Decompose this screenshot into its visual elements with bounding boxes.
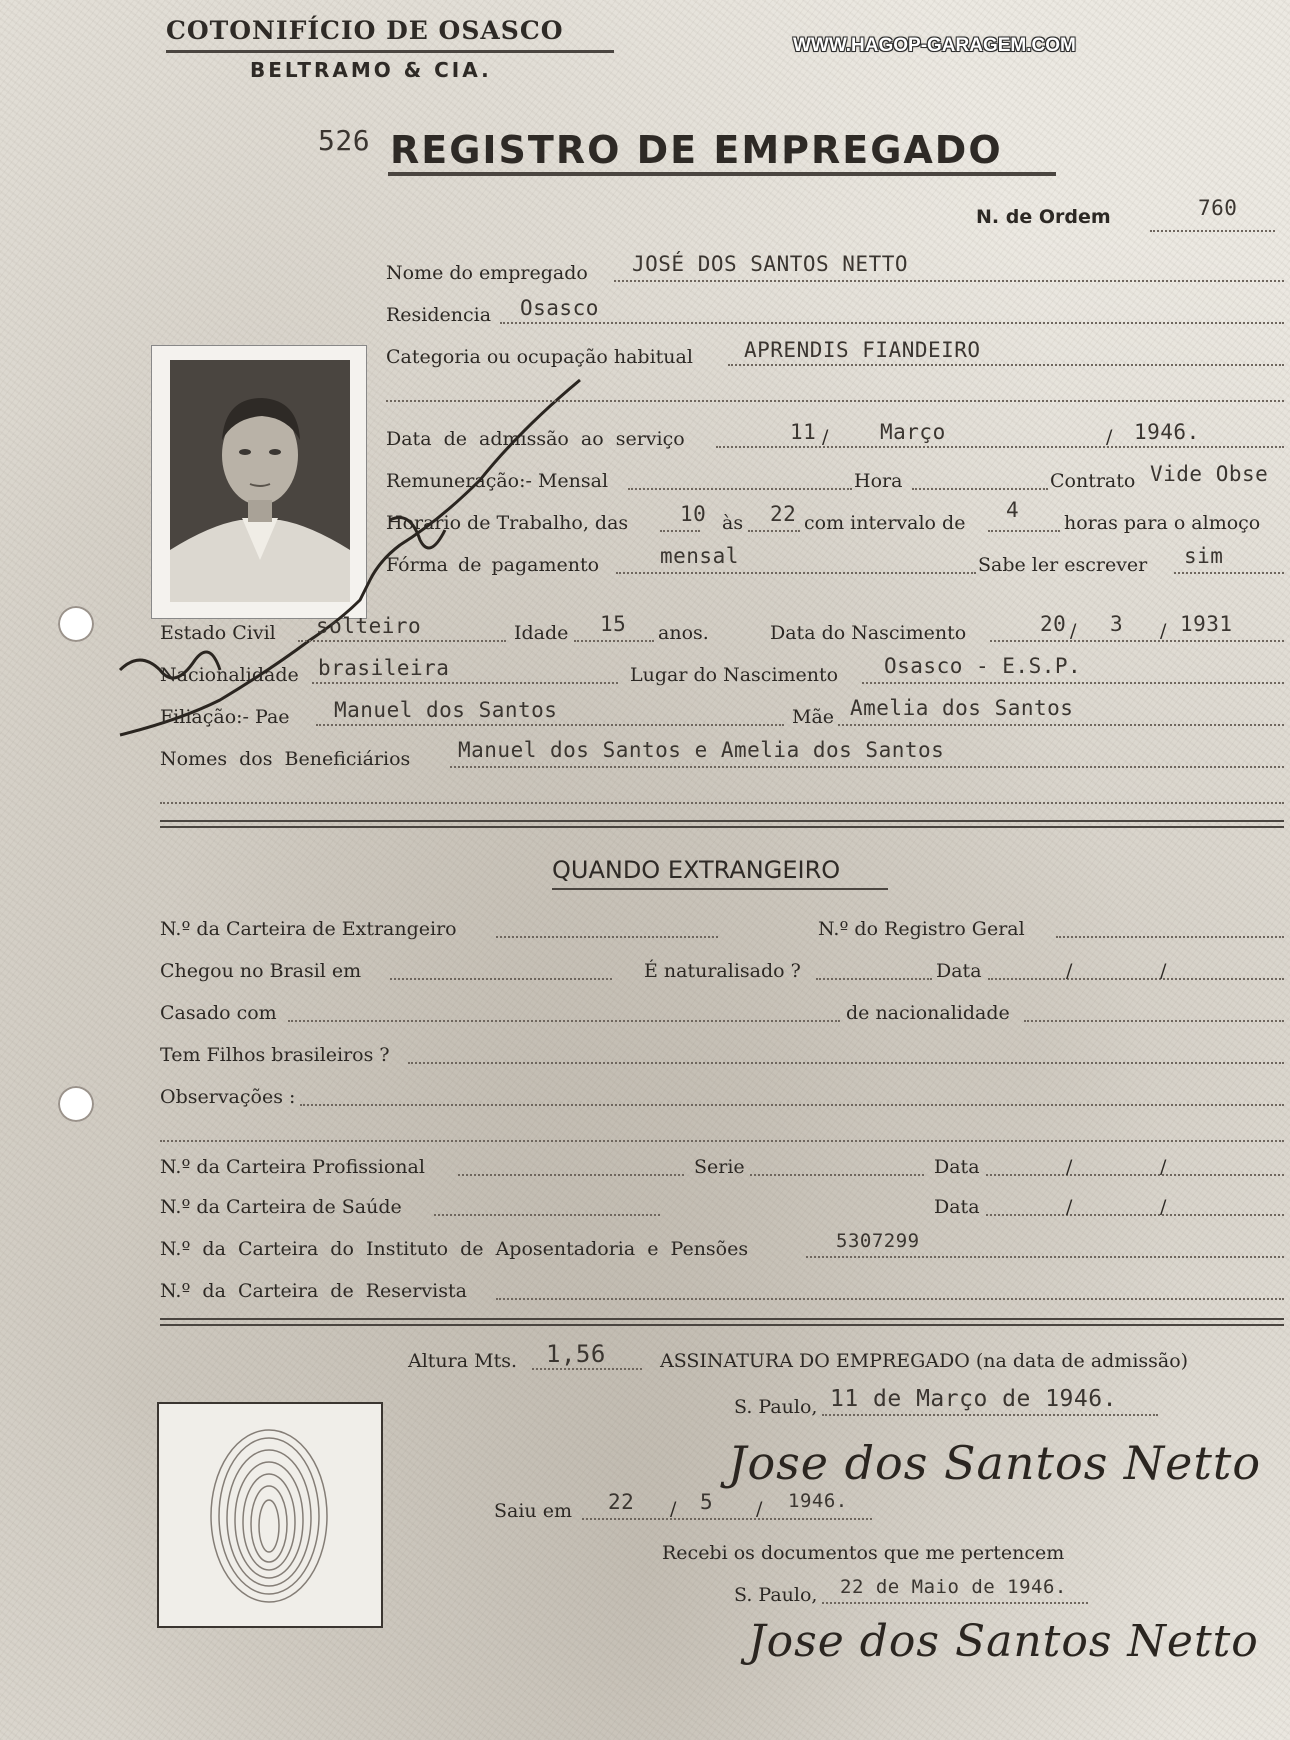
nascimento-ano: 1931 [1180, 612, 1233, 636]
page-title: REGISTRO DE EMPREGADO [390, 128, 1003, 172]
sp-label-admissao: S. Paulo, [734, 1396, 818, 1418]
naturalisado-label: É naturalisado ? [644, 960, 801, 982]
nome-label: Nome do empregado [386, 262, 588, 284]
contrato-value: Vide Obse [1150, 462, 1269, 486]
document-page: COTONIFÍCIO DE OSASCO BELTRAMO & CIA. WWW.HAGOP-GARAGEM.COM 526 REGISTRO DE EMPREGADO N. de Ordem 760 Nome do empregado JOSÉ DOS SANTOS NETTO Residencia Osasco Categoria ou ocupação habitual APRENDIS FIANDEIRO Data de admissão ao serviço 11 / Março / 1946. Remuneração:- Mensal Hora Contrato Vide Obse Horario de Trabalho, das 10 às 22 com intervalo de 4 horas para o almoço Fórma de pagamento mensal Sabe ler escrever sim Estado Civil solteiro Idade 15 anos. Data do Nascimento 20 / 3 / 1931 Nacionalidade brasileira Lugar do Nascimento Osasco - E.S.P. Filiação:- Pae Manuel dos Santos Mãe Amelia dos Santos Nomes dos Beneficiários Manuel dos Santos e Amelia dos Santos QUANDO EXTRANGEIRO N.º da Carteira de Extrangeiro N.º do Registro Geral Chegou no Brasil em É naturalisado ? Data / / Casado com de nacionalidade Tem Filhos brasileiros ? Observações : N.º da Carteira Profissional Serie Data / / N.º da Carteira de Saúde Data / / N.º da Carteira do Instituto de Aposentadoria e Pensões 5307299 N.º da Carteira de Reservista Altura Mts. 1,56 ASSINATURA DO EMPREGADO (na data de admissão) S. Paulo, 11 de Março de 1946. Jose dos Santos Netto Saiu em 22 / 5 / 1946. Recebi os documentos que me pertencem S. Paulo, 22 de Maio de 1946. Jose dos Santos Netto [0, 0, 1290, 1740]
casado-label: Casado com [160, 1002, 277, 1024]
idade-label: Idade [514, 622, 569, 644]
idade-value: 15 [600, 612, 627, 636]
horario-as: 22 [770, 502, 797, 526]
carteira-instituto-label: N.º da Carteira do Instituto de Aposentadoria e Pensões [160, 1238, 749, 1260]
altura-value: 1,56 [546, 1340, 606, 1368]
filiacao-label: Filiação:- Pae [160, 706, 290, 728]
categoria-label: Categoria ou ocupação habitual [386, 346, 693, 368]
saiu-ano: 1946. [788, 1490, 848, 1512]
nacionalidade-label: Nacionalidade [160, 664, 299, 686]
beneficiarios-value: Manuel dos Santos e Amelia dos Santos [458, 738, 945, 762]
company-name: COTONIFÍCIO DE OSASCO [166, 16, 564, 45]
saiu-dia: 22 [608, 1490, 635, 1514]
pae-value: Manuel dos Santos [334, 698, 558, 722]
saiu-mes: 5 [700, 1490, 714, 1514]
admissao-mes: Março [880, 420, 946, 444]
assinatura-label: ASSINATURA DO EMPREGADO (na data de admissão) [660, 1350, 1189, 1372]
pagamento-value: mensal [660, 544, 739, 568]
hora-label: Hora [854, 470, 903, 492]
nascimento-dia: 20 [1040, 612, 1067, 636]
beneficiarios-label: Nomes dos Beneficiários [160, 748, 411, 770]
website-watermark: WWW.HAGOP-GARAGEM.COM [793, 35, 1076, 56]
lugar-value: Osasco - E.S.P. [884, 654, 1082, 678]
lugar-label: Lugar do Nascimento [630, 664, 839, 686]
horario-label: Horario de Trabalho, das [386, 512, 629, 534]
company-subtitle: BELTRAMO & CIA. [250, 58, 492, 82]
nascimento-mes: 3 [1110, 612, 1124, 636]
punch-hole-top [58, 606, 94, 642]
almoco-label: horas para o almoço [1064, 512, 1261, 534]
nacionalidade-value: brasileira [318, 656, 450, 680]
intervalo-value: 4 [1006, 498, 1020, 522]
anos-label: anos. [658, 622, 709, 644]
carteira-profissional-label: N.º da Carteira Profissional [160, 1156, 425, 1178]
nascimento-label: Data do Nascimento [770, 622, 967, 644]
punch-hole-bottom [58, 1086, 94, 1122]
admissao-dia: 11 [790, 420, 817, 444]
horario-das: 10 [680, 502, 707, 526]
pagamento-label: Fórma de pagamento [386, 554, 600, 576]
ordem-label: N. de Ordem [976, 206, 1111, 228]
carteira-reservista-label: N.º da Carteira de Reservista [160, 1280, 467, 1302]
ler-value: sim [1184, 544, 1224, 568]
carteira-extrangeiro-label: N.º da Carteira de Extrangeiro [160, 918, 457, 940]
data-label-saude: Data [934, 1196, 980, 1218]
admissao-label: Data de admissão ao serviço [386, 428, 685, 450]
employee-signature-admissao: Jose dos Santos Netto [728, 1436, 1262, 1490]
categoria-value: APRENDIS FIANDEIRO [744, 338, 981, 362]
contrato-label: Contrato [1050, 470, 1136, 492]
data-label-profissional: Data [934, 1156, 980, 1178]
recebi-label: Recebi os documentos que me pertencem [662, 1542, 1065, 1564]
altura-label: Altura Mts. [408, 1350, 517, 1372]
admissao-ano: 1946. [1134, 420, 1200, 444]
de-nacionalidade-label: de nacionalidade [846, 1002, 1010, 1024]
observacoes-label: Observações : [160, 1086, 296, 1108]
intervalo-label: com intervalo de [804, 512, 966, 534]
carteira-saude-label: N.º da Carteira de Saúde [160, 1196, 402, 1218]
thumbprint-box [157, 1402, 383, 1628]
ler-label: Sabe ler escrever [978, 554, 1148, 576]
record-number: 526 [318, 124, 371, 157]
as-label: às [722, 512, 744, 534]
serie-label: Serie [694, 1156, 745, 1178]
saiu-label: Saiu em [494, 1500, 572, 1522]
carteira-instituto-value: 5307299 [836, 1230, 920, 1252]
civil-value: solteiro [316, 614, 422, 638]
section-title-extrangeiro: QUANDO EXTRANGEIRO [552, 856, 841, 884]
residencia-value: Osasco [520, 296, 599, 320]
employee-signature-saida: Jose dos Santos Netto [748, 1616, 1259, 1667]
data-label-extrangeiro: Data [936, 960, 982, 982]
chegou-label: Chegou no Brasil em [160, 960, 362, 982]
residencia-label: Residencia [386, 304, 492, 326]
sp-label-saida: S. Paulo, [734, 1584, 818, 1606]
registro-geral-label: N.º do Registro Geral [818, 918, 1025, 940]
filhos-label: Tem Filhos brasileiros ? [160, 1044, 390, 1066]
admissao-data-value: 11 de Março de 1946. [830, 1386, 1117, 1412]
ordem-value: 760 [1198, 196, 1238, 220]
mae-label: Mãe [792, 706, 835, 728]
mae-value: Amelia dos Santos [850, 696, 1074, 720]
saida-data-value: 22 de Maio de 1946. [840, 1576, 1067, 1598]
remuneracao-label: Remuneração:- Mensal [386, 470, 609, 492]
civil-label: Estado Civil [160, 622, 276, 644]
nome-value: JOSÉ DOS SANTOS NETTO [632, 252, 909, 276]
